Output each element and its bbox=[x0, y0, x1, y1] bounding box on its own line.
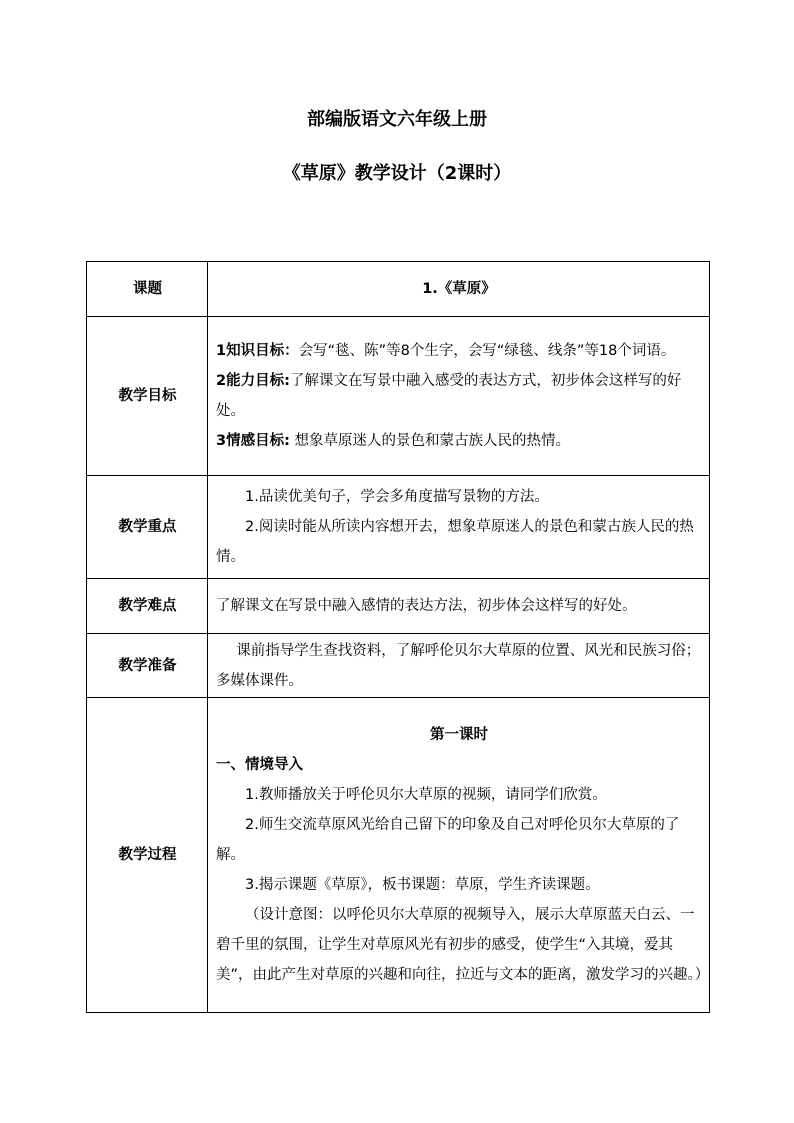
document-subtitle: 《草原》教学设计（2课时） bbox=[282, 163, 512, 184]
lesson-heading: 第一课时 bbox=[430, 727, 488, 743]
objective-head: 3情感目标: bbox=[216, 433, 290, 449]
objectives-content bbox=[208, 317, 710, 476]
preparation-text: 课前指导学生查找资料，了解呼伦贝尔大草原的位置、风光和民族习俗；多媒体课件。 bbox=[216, 642, 701, 689]
label-difficulty: 教学难点 bbox=[87, 579, 208, 634]
process-item: 1.教师播放关于呼伦贝尔大草原的视频，请同学们欣赏。 bbox=[245, 787, 607, 803]
row-preparation bbox=[87, 634, 710, 698]
objective-text: 会写“毯、陈”等8个生字，会写“绿毯、线条”等18个词语。 bbox=[298, 343, 676, 359]
row-difficulty bbox=[87, 579, 710, 634]
process-content bbox=[208, 698, 710, 1013]
objective-emotion bbox=[216, 426, 702, 456]
label-process: 教学过程 bbox=[87, 698, 208, 1013]
objective-ability bbox=[216, 366, 702, 426]
objective-knowledge bbox=[216, 336, 702, 366]
row-process bbox=[87, 698, 710, 1013]
process-item: 3.揭示课题《草原》，板书课题：草原，学生齐读课题。 bbox=[245, 877, 600, 893]
difficulty-content bbox=[208, 579, 710, 634]
document-title: 部编版语文六年级上册 bbox=[307, 109, 487, 130]
label-objectives: 教学目标 bbox=[87, 317, 208, 476]
objective-head: 1知识目标： bbox=[216, 343, 299, 359]
label-topic: 课题 bbox=[87, 262, 208, 317]
row-objectives bbox=[87, 317, 710, 476]
key-points-content bbox=[208, 476, 710, 579]
design-intent: （设计意图：以呼伦贝尔大草原的视频导入，展示大草原蓝天白云、一碧千里的氛围，让学生对草原风光有初步的感受，使学生“入其境，爱其美”，由此产生对草原的兴趣和向往，拉近与文本的距离，激发学习的兴趣。） bbox=[216, 907, 710, 983]
objective-text: 了解课文在写景中融入感受的表达方式，初步体会这样写的好处。 bbox=[216, 373, 682, 419]
key-point-item: 2.阅读时能从所读内容想开去，想象草原迷人的景色和蒙古族人民的热情。 bbox=[216, 519, 694, 565]
section-heading: 一、情境导入 bbox=[216, 757, 303, 773]
row-topic bbox=[87, 262, 710, 317]
topic-value: 1.《草原》 bbox=[208, 262, 710, 317]
objective-head: 2能力目标: bbox=[216, 373, 290, 389]
key-point-item: 1.品读优美句子，学会多角度描写景物的方法。 bbox=[245, 489, 549, 505]
row-key-points bbox=[87, 476, 710, 579]
preparation-content bbox=[208, 634, 710, 698]
difficulty-text: 了解课文在写景中融入感情的表达方法，初步体会这样写的好处。 bbox=[216, 598, 637, 614]
label-preparation: 教学准备 bbox=[87, 634, 208, 698]
label-key-points: 教学重点 bbox=[87, 476, 208, 579]
objective-text: 想象草原迷人的景色和蒙古族人民的热情。 bbox=[289, 433, 570, 449]
process-item: 2.师生交流草原风光给自己留下的印象及自己对呼伦贝尔大草原的了解。 bbox=[216, 817, 680, 863]
lesson-plan-table bbox=[86, 261, 710, 1013]
